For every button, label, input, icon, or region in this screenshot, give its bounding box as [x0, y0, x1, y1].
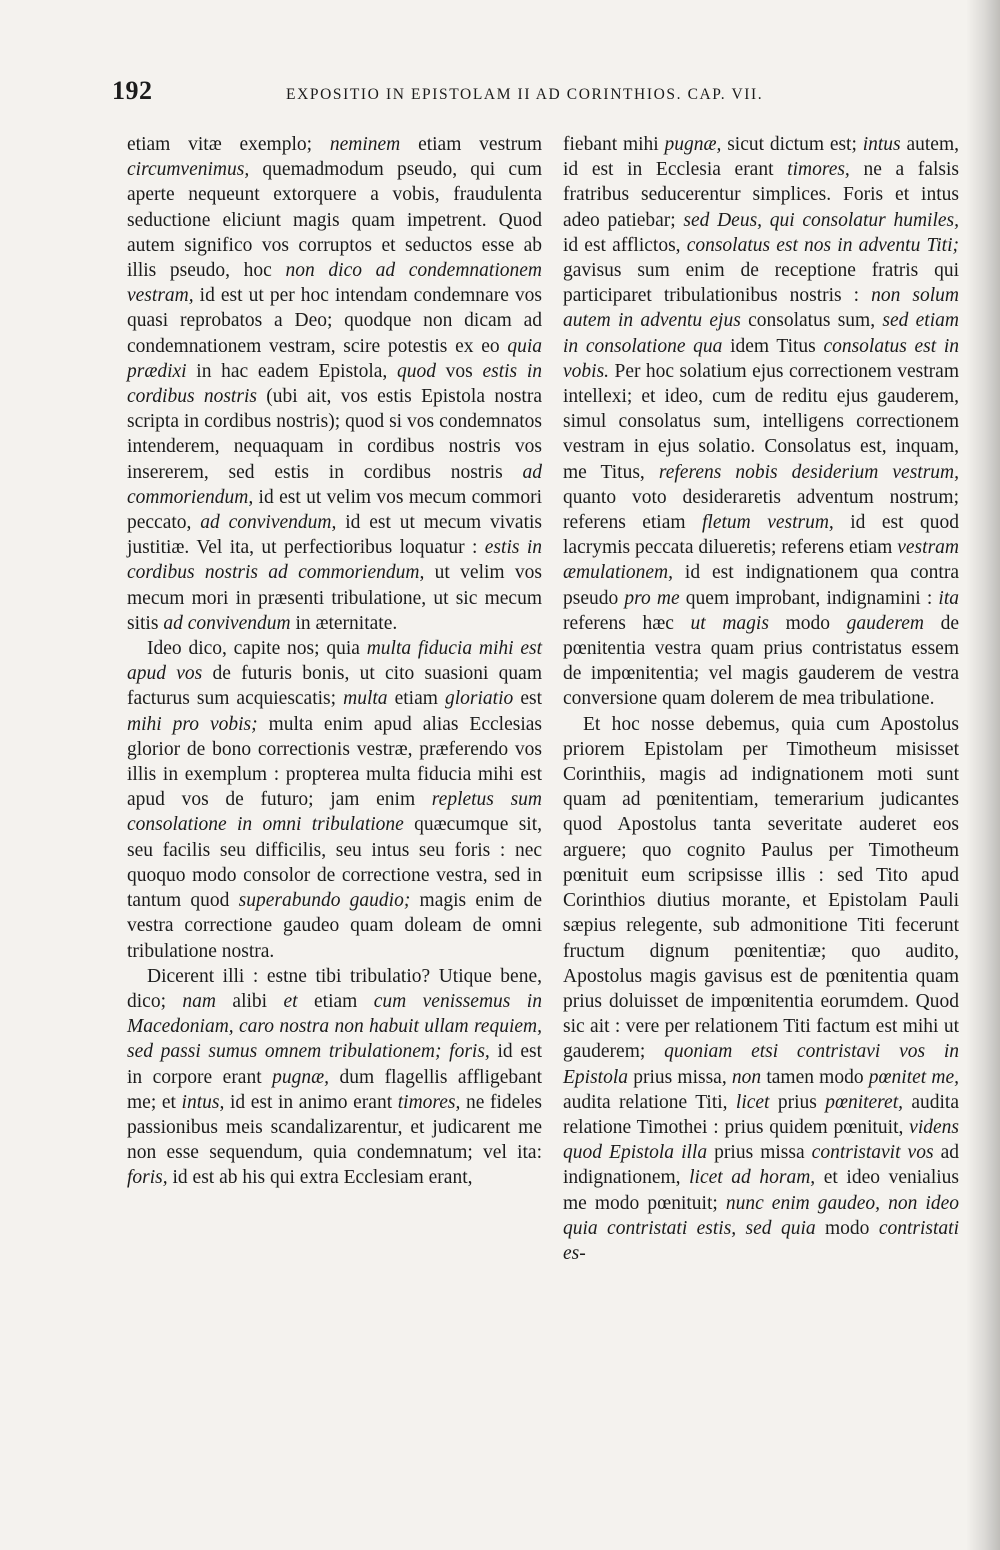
italic-run: vestram æmulationem, — [563, 537, 959, 584]
italic-run: non dico ad condemnationem vestram, — [127, 260, 542, 307]
italic-run: cum venissemus in Macedoniam, caro nostra non habuit ullam requiem, sed passi sumus omnem tribulationem; foris, — [127, 990, 542, 1063]
text-run: id est in corpore erant — [127, 1041, 542, 1088]
italic-run: intus, — [181, 1091, 225, 1113]
text-run: et ideo venialius me modo pœnituit; — [563, 1167, 959, 1214]
paragraph — [563, 712, 959, 1266]
text-run: prius — [769, 1091, 826, 1113]
text-run: (ubi ait, vos estis Epistola nostra scripta in cordibus nostris); quod si vos condemnatos intenderem, nequaquam in cordibus nostris vos insererem, sed estis in cordibus nostris — [127, 386, 542, 483]
text-run: etiam vitæ exemplo; — [127, 134, 330, 155]
text-run: id est ut per hoc intendam condemnare vos quasi reprobatos a Deo; quodque non dicam ad condemnationem vestram, scire potestis ex eo — [127, 285, 542, 357]
italic-run: nam — [182, 990, 217, 1012]
italic-run: et — [283, 990, 298, 1012]
italic-run: pœniteret, — [825, 1091, 903, 1113]
text-run: audita relatione Timothei : prius quidem pœnituit, — [563, 1091, 959, 1138]
text-run: quem improbant, indignamini : — [679, 587, 939, 609]
text-run: dum flagellis affligebant me; et — [127, 1066, 542, 1113]
text-run: magis enim de vestra correctione gaudeo quam doleam de omni tribulatione nostra. — [127, 890, 542, 962]
left-column — [127, 132, 542, 1191]
text-run: de futuris bonis, ut cito suasioni quam facturus sum acquiescatis; — [127, 663, 542, 710]
paragraph — [563, 132, 959, 712]
text-run: est — [513, 688, 542, 710]
text-run: audita relatione Titi, — [563, 1091, 736, 1113]
italic-run: foris, — [127, 1167, 168, 1189]
italic-run: sed etiam in consolatione qua — [563, 310, 959, 357]
italic-run: estis in cordibus nostris ad commoriendum, — [127, 537, 542, 584]
text-run: etiam vestrum — [400, 134, 542, 155]
text-run: fiebant mihi — [563, 134, 665, 155]
text-run: id est ut mecum vivatis justitiæ. Vel ita, ut perfectioribus loquatur : — [127, 512, 542, 559]
italic-run: contristati es- — [563, 1217, 960, 1264]
italic-run: repletus sum consolatione in omni tribulatione — [127, 789, 542, 836]
text-run: ut velim vos mecum mori in præsenti tribulatione, ut sic mecum sitis — [127, 562, 542, 634]
italic-run: gloriatio — [445, 688, 514, 710]
text-run: in æternitate. — [290, 612, 398, 634]
text-run: modo — [768, 612, 847, 634]
text-run: gavisus sum enim de receptione fratris qui participaret tribulationibus nostris : — [563, 260, 959, 307]
italic-run: quoniam etsi contristavi vos in Epistola — [563, 1041, 959, 1088]
italic-run: neminem — [329, 134, 401, 155]
italic-run: ita — [938, 587, 959, 609]
text-run: quanto voto desideraretis adventum nostrum; referens etiam — [563, 486, 959, 534]
italic-run: multa — [343, 688, 388, 710]
paragraph — [127, 636, 542, 964]
italic-run: quia prædixi — [127, 335, 542, 382]
text-run: alibi — [216, 990, 284, 1012]
text-run: id est ut velim vos mecum commori peccato, — [127, 486, 542, 534]
text-run: ne fideles passionibus meis scandalizarentur, et judicarent me non esse sequendum, quia condemnatum; vel ita: — [127, 1091, 542, 1164]
italic-run: consolatus est in vobis. — [563, 335, 960, 382]
italic-run: mihi pro vobis; — [127, 713, 258, 735]
text-run: Ideo dico, capite nos; quia — [147, 638, 367, 660]
text-run: in hac eadem Epistola, — [186, 360, 397, 382]
italic-run: superabundo gaudio; — [238, 890, 411, 912]
text-run: Et hoc nosse debemus, quia cum Apostolus priorem Epistolam per Timotheum misisset Corinthiis, magis ad indignationem moti sunt quam ad pœnitentiam, temerarium judicantes quod Apostolus tanta severitate auderet eos arguere; quo cognito Paulus per Timotheum pœnituit eum scripsisse illis : sed Tito apud Corinthios diutius morante, et Epistolam Pauli sæpius relegente, sub admonitione Titi fecerunt fructum dignum pœnitentiæ; quo audito, Apostolus magis gavisus est de pœnitentia quam prius doluisset de impœnitentia eorumdem. Quod sic ait : vere per relationem Titi factum est mihi ut gauderem; — [563, 713, 959, 1063]
italic-run: quod — [396, 360, 436, 382]
page-number: 192 — [112, 76, 153, 105]
italic-run: ad convivendum — [163, 612, 291, 634]
italic-run: licet — [735, 1091, 770, 1113]
text-run: multa enim apud alias Ecclesias glorior de bono correctionis vestræ, præferendo vos illis in exemplum : propterea multa fiducia mihi est apud vos de futuro; jam enim — [127, 713, 542, 811]
italic-run: gauderem — [846, 612, 924, 634]
text-run: autem, id est in Ecclesia erant — [563, 134, 959, 181]
text-run: quemadmodum pseudo, qui cum aperte nequeunt extorquere a vobis, fraudulenta seductione eliciunt magis quam impetrent. Quod autem significo vos corruptos et seductos esse ab illis pseudo, hoc — [127, 159, 542, 282]
text-run: consolatus sum, — [740, 310, 883, 332]
text-run: id est ab his qui extra Ecclesiam erant, — [167, 1167, 473, 1189]
text-run: etiam — [297, 990, 374, 1012]
italic-run: licet ad horam, — [689, 1167, 816, 1189]
text-run: modo — [815, 1217, 879, 1239]
italic-run: contristavit vos — [811, 1142, 934, 1164]
text-run: id est in animo erant — [224, 1091, 398, 1113]
text-run: tamen modo — [761, 1066, 869, 1088]
italic-run: circumvenimus, — [127, 159, 250, 181]
text-run: id est quod lacrymis peccata dilueretis; referens etiam — [563, 512, 959, 559]
italic-run: timores, — [397, 1091, 461, 1113]
italic-run: multa fiducia mihi est apud vos — [127, 638, 542, 685]
italic-run: pugnæ, — [272, 1066, 329, 1088]
text-run: referens hæc — [563, 612, 691, 634]
italic-run: estis in cordibus nostris — [127, 360, 542, 408]
running-head: EXPOSITIO IN EPISTOLAM II AD CORINTHIOS. CAP. VII. — [286, 86, 764, 103]
text-run: ad indignationem, — [563, 1142, 959, 1189]
italic-run: non — [731, 1066, 762, 1088]
italic-run: intus — [862, 134, 901, 155]
italic-run: ut magis — [690, 612, 769, 634]
italic-run: pugnæ, — [664, 134, 722, 155]
text-run: de pœnitentia vestra quam prius contristatus essem de impœnitentia; vel magis gauderem de vestra conversione quam dolerem de mea tribulatione. — [563, 612, 959, 710]
text-run: id est afflictos, — [563, 234, 687, 256]
text-run: Dicerent illi : estne tibi tribulatio? Utique bene, dico; — [127, 965, 542, 1012]
italic-run: pro me — [624, 587, 680, 609]
italic-run: pœnitet me, — [868, 1066, 959, 1088]
text-run: Per hoc solatium ejus correctionem vestram intellexi; et ideo, cum de reditu ejus gauderem, simul consolatus sum, intelligens correctionem vestram in ejus solatio. Consolatus est, inquam, me Titus, — [563, 360, 959, 483]
text-run: prius missa, — [628, 1066, 732, 1088]
page-header — [0, 76, 1000, 108]
page-edge-shadow — [966, 0, 1000, 1550]
text-run: quæcumque sit, seu facilis seu difficilis, seu intus seu foris : nec quoquo modo consolor de correctione vestra, sed in tantum quod — [127, 814, 542, 912]
italic-run: ad commoriendum, — [127, 461, 542, 508]
paragraph — [127, 132, 542, 636]
italic-run: timores, — [787, 159, 850, 181]
italic-run: fletum vestrum, — [702, 512, 834, 534]
italic-run: referens nobis desiderium vestrum, — [658, 461, 959, 483]
italic-run: consolatus est nos in adventu Titi; — [686, 234, 959, 256]
text-run: etiam — [387, 688, 445, 710]
text-run: sicut dictum est; — [721, 134, 863, 155]
right-column — [563, 132, 959, 1266]
paragraph — [127, 964, 542, 1191]
text-run: prius missa — [707, 1142, 812, 1164]
text-run: vos — [435, 360, 483, 382]
text-run: idem Titus — [722, 335, 824, 357]
italic-run: ad convivendum, — [200, 512, 337, 534]
italic-run: sed Deus, qui consolatur humiles, — [683, 209, 959, 231]
text-run: id est indignationem qua contra pseudo — [563, 562, 959, 609]
italic-run: non solum autem in adventu ejus — [563, 285, 959, 332]
italic-run: videns quod Epistola illa — [563, 1116, 959, 1164]
italic-run: nunc enim gaudeo, non ideo quia contristati estis, sed quia — [563, 1192, 959, 1239]
text-run: ne a falsis fratribus seducerentur simplices. Foris et intus adeo patiebar; — [563, 159, 959, 231]
